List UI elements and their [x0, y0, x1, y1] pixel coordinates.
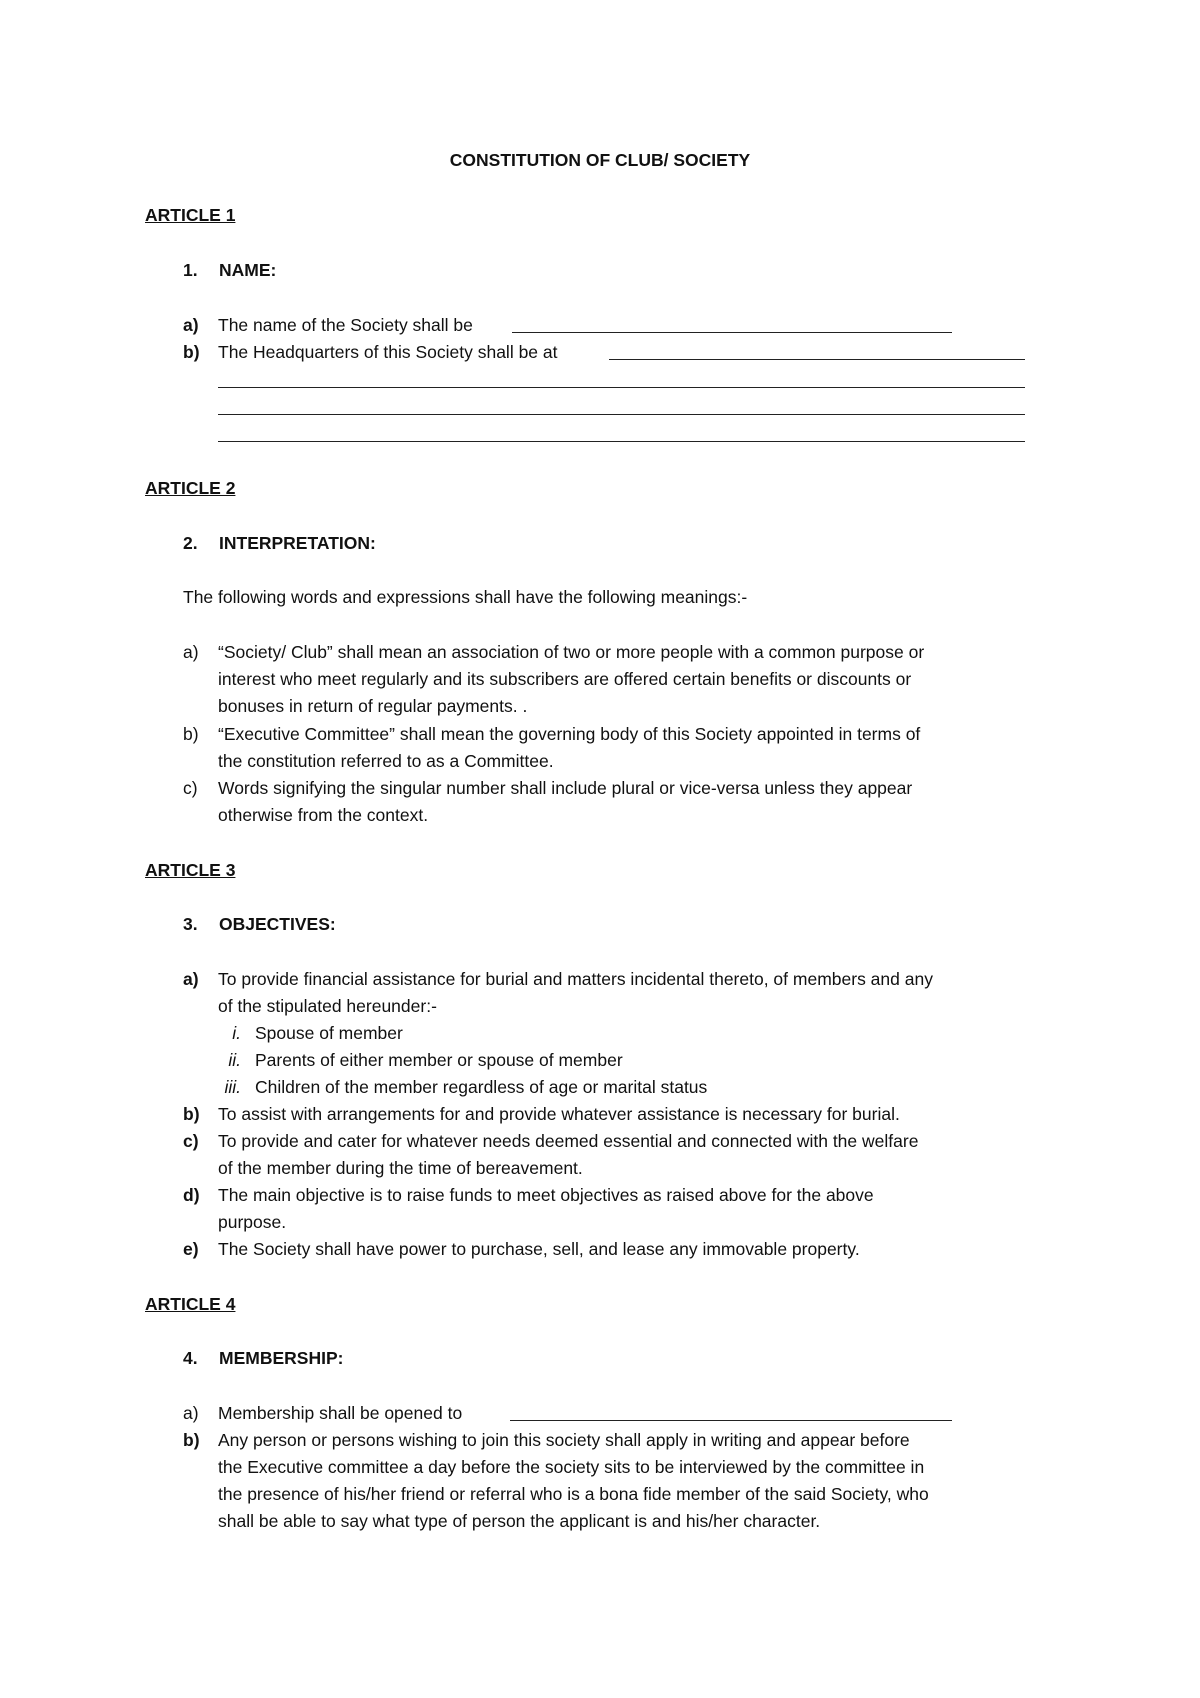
- section-number: 4.: [183, 1348, 198, 1368]
- society-name-label: The name of the Society shall be: [218, 315, 473, 335]
- section-title: INTERPRETATION:: [219, 533, 376, 553]
- section-number: 1.: [183, 260, 198, 280]
- list-item-text: of the stipulated hereunder:-: [218, 996, 437, 1016]
- headquarters-label: The Headquarters of this Society shall be at: [218, 342, 558, 362]
- list-item-text: the Executive committee a day before the society sits to be interviewed by the committee in: [218, 1457, 925, 1477]
- section-number: 2.: [183, 533, 198, 553]
- list-marker: b): [183, 724, 199, 744]
- section-title: NAME:: [219, 260, 277, 280]
- list-item-text: Any person or persons wishing to join this society shall apply in writing and appear before: [218, 1430, 910, 1450]
- headquarters-blank: [609, 359, 1025, 360]
- membership-open-label: Membership shall be opened to: [218, 1403, 463, 1423]
- list-item-text: the presence of his/her friend or referral who is a bona fide member of the said Society, who: [218, 1484, 929, 1504]
- list-item-text: “Executive Committee” shall mean the governing body of this Society appointed in terms of: [218, 724, 921, 744]
- sub-list-marker: ii.: [228, 1050, 241, 1070]
- section-title: MEMBERSHIP:: [219, 1348, 344, 1368]
- sub-list-item-text: Spouse of member: [255, 1023, 403, 1043]
- section-3-heading: [183, 914, 336, 935]
- list-marker: b): [183, 342, 200, 362]
- article-2-heading: ARTICLE 2: [145, 478, 236, 498]
- list-item-text: The main objective is to raise funds to meet objectives as raised above for the above: [218, 1185, 874, 1205]
- list-item-text: of the member during the time of bereavement.: [218, 1158, 583, 1178]
- headquarters-blank-line: [218, 414, 1025, 415]
- list-item-text: To provide financial assistance for burial and matters incidental thereto, of members and any: [218, 969, 933, 989]
- document-title: CONSTITUTION OF CLUB/ SOCIETY: [449, 150, 751, 170]
- list-item-text: “Society/ Club” shall mean an association of two or more people with a common purpose or: [218, 642, 925, 662]
- list-item-text: the constitution referred to as a Committee.: [218, 751, 554, 771]
- list-marker: a): [183, 1403, 199, 1423]
- list-item-text: The Society shall have power to purchase, sell, and lease any immovable property.: [218, 1239, 860, 1259]
- section-2-heading: [183, 533, 376, 554]
- list-item-text: otherwise from the context.: [218, 805, 429, 825]
- list-item-text: Words signifying the singular number shall include plural or vice-versa unless they appear: [218, 778, 913, 798]
- headquarters-blank-line: [218, 387, 1025, 388]
- list-marker: a): [183, 642, 199, 662]
- list-marker: a): [183, 969, 199, 989]
- sub-list-marker: i.: [232, 1023, 241, 1043]
- list-item-text: To provide and cater for whatever needs deemed essential and connected with the welfare: [218, 1131, 919, 1151]
- section-title: OBJECTIVES:: [219, 914, 336, 934]
- society-name-blank: [512, 332, 952, 333]
- list-marker: e): [183, 1239, 199, 1259]
- list-marker: b): [183, 1104, 200, 1124]
- sub-list-item-text: Children of the member regardless of age or marital status: [255, 1077, 708, 1097]
- article-3-heading: ARTICLE 3: [145, 860, 236, 880]
- list-item-text: To assist with arrangements for and provide whatever assistance is necessary for burial.: [218, 1104, 900, 1124]
- interpretation-intro: The following words and expressions shall have the following meanings:-: [183, 587, 748, 607]
- list-item-text: shall be able to say what type of person the applicant is and his/her character.: [218, 1511, 821, 1531]
- list-item-text: bonuses in return of regular payments. .: [218, 696, 528, 716]
- list-item-text: interest who meet regularly and its subscribers are offered certain benefits or discounts or: [218, 669, 912, 689]
- list-marker: b): [183, 1430, 200, 1450]
- section-number: 3.: [183, 914, 198, 934]
- article-4-heading: ARTICLE 4: [145, 1294, 236, 1314]
- headquarters-blank-line: [218, 441, 1025, 442]
- section-4-heading: [183, 1348, 343, 1369]
- list-marker: a): [183, 315, 199, 335]
- article-1-heading: ARTICLE 1: [145, 205, 236, 225]
- list-marker: c): [183, 778, 198, 798]
- membership-blank: [510, 1420, 952, 1421]
- section-1-heading: [183, 260, 276, 281]
- list-item-text: purpose.: [218, 1212, 287, 1232]
- list-marker: d): [183, 1185, 200, 1205]
- sub-list-item-text: Parents of either member or spouse of member: [255, 1050, 623, 1070]
- sub-list-marker: iii.: [224, 1077, 241, 1097]
- list-marker: c): [183, 1131, 199, 1151]
